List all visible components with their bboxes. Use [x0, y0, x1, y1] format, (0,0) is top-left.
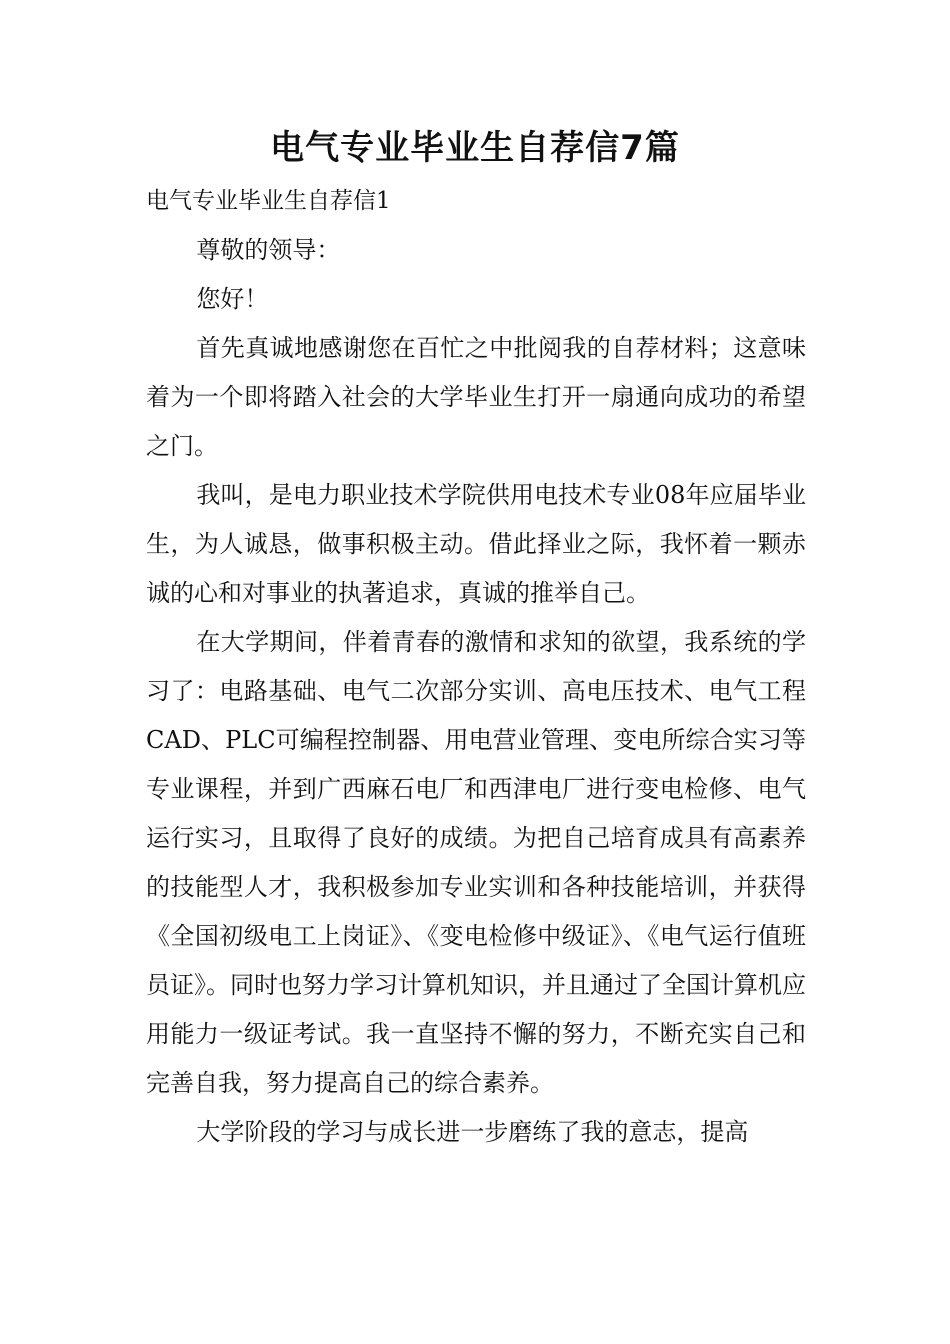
paragraph-education: 在大学期间，伴着青春的激情和求知的欲望，我系统的学习了：电路基础、电气二次部分实训、高电压技术、电气工程CAD、PLC可编程控制器、用电营业管理、变电所综合实习等专业课程，并到广西麻石电厂和西津电厂进行变电检修、电气运行实习，且取得了良好的成绩。为把自己培育成具有高素养的技能型人才，我积极参加专业实训和各种技能培训，并获得《全国初级电工上岗证》、《变电检修中级证》、《电气运行值班员证》。同时也努力学习计算机知识，并且通过了全国计算机应用能力一级证考试。我一直坚持不懈的努力，不断充实自己和完善自我，努力提高自己的综合素养。	[146, 628, 806, 1097]
letter-heading: 电气专业毕业生自荐信1	[146, 188, 391, 214]
salutation: 尊敬的领导：	[196, 236, 341, 264]
paragraph-self-introduction: 我叫，是电力职业技术学院供用电技术专业08年应届毕业生，为人诚恳，做事积极主动。借此择业之际，我怀着一颗赤诚的心和对事业的执著追求，真诚的推举自己。	[146, 481, 806, 607]
document-title: 电气专业毕业生自荐信7篇	[270, 128, 680, 168]
greeting: 您好！	[196, 285, 269, 313]
document-body	[146, 177, 806, 1157]
paragraph-intro: 首先真诚地感谢您在百忙之中批阅我的自荐材料；这意味着为一个即将踏入社会的大学毕业生打开一扇通向成功的希望之门。	[146, 334, 806, 460]
paragraph-growth: 大学阶段的学习与成长进一步磨练了我的意志，提高	[196, 1118, 749, 1146]
